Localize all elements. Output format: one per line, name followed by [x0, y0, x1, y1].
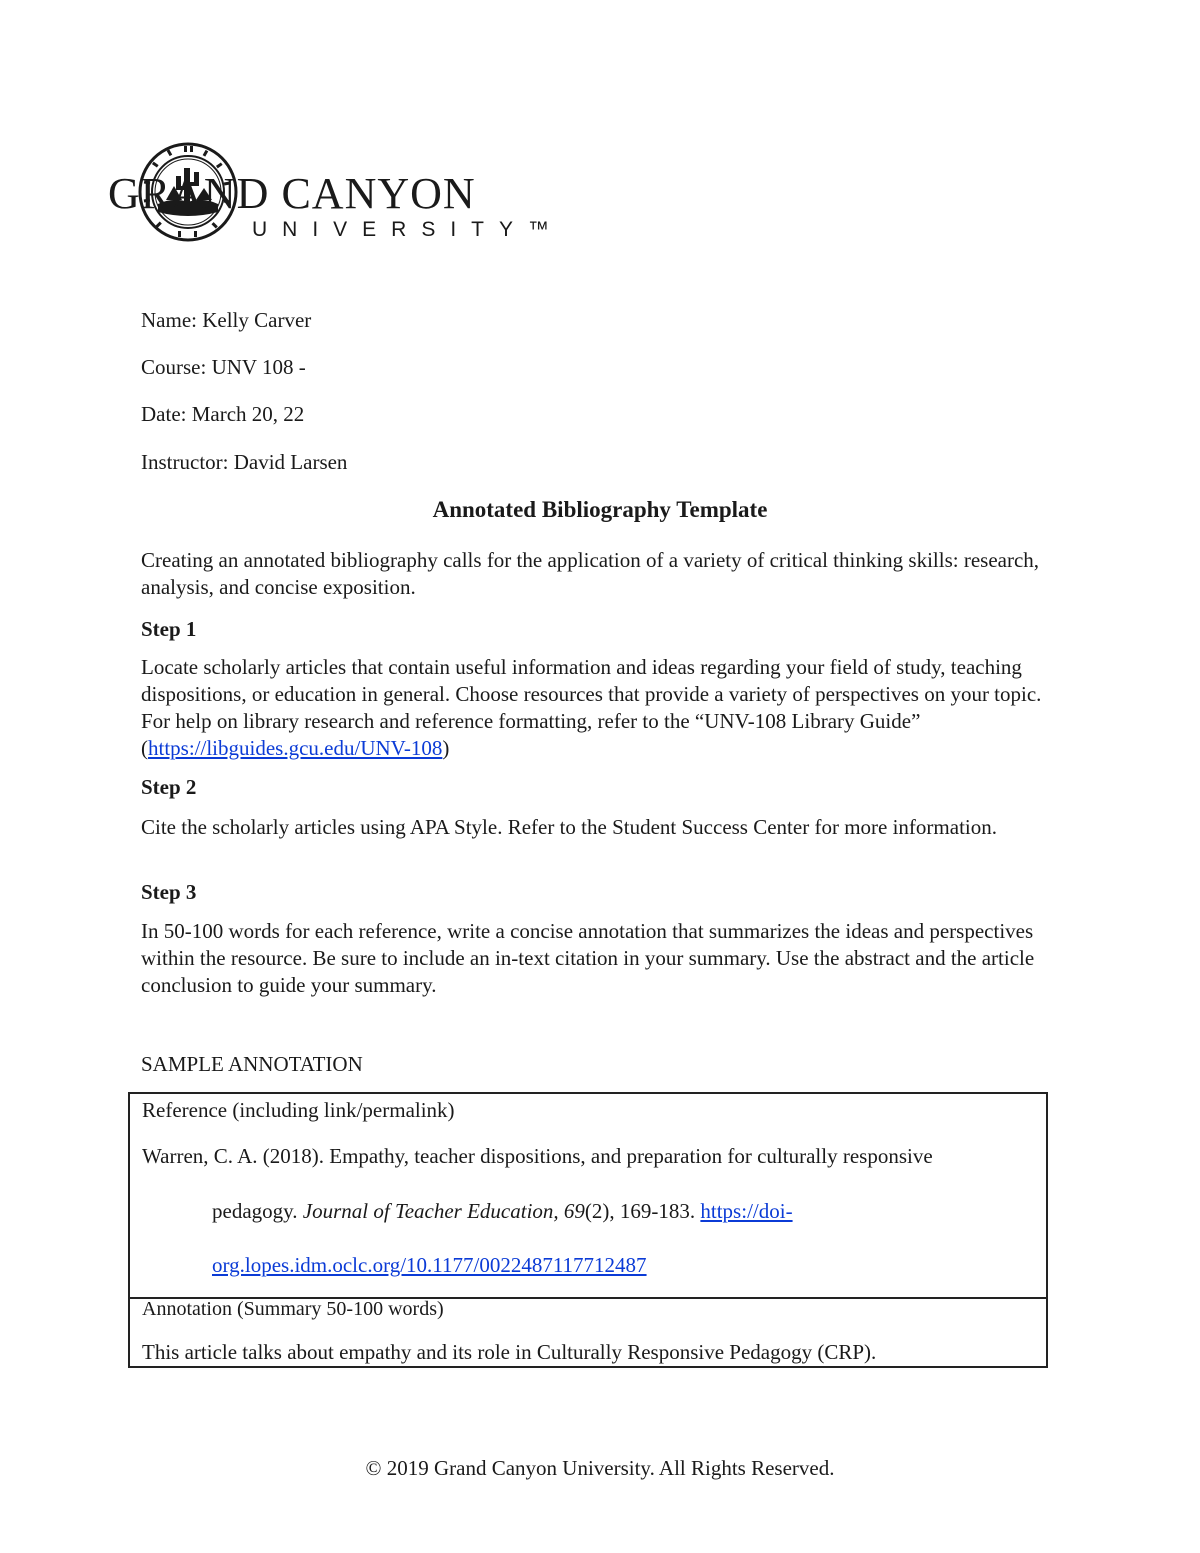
- reference-plain: pedagogy.: [212, 1199, 303, 1223]
- step-1-text: Locate scholarly articles that contain useful information and ideas regarding your field of study, teaching dispositions, or education in general. Choose resources that provide a variety of perspectives on your topic. For help on library research and reference formatting, refer to the “UNV-108 Library Guide” (: [141, 655, 1042, 760]
- library-guide-link[interactable]: https://libguides.gcu.edu/UNV-108: [148, 736, 443, 760]
- intro-paragraph: Creating an annotated bibliography calls for the application of a variety of critical thinking skills: research, analysis, and concise exposition.: [141, 548, 1040, 599]
- step-2-heading: Step 2: [141, 775, 197, 799]
- annotation-text: This article talks about empathy and its role in Culturally Responsive Pedagogy (CRP).: [142, 1340, 877, 1364]
- step-2-paragraph: Cite the scholarly articles using APA Style. Refer to the Student Success Center for more information.: [141, 815, 997, 839]
- step-1-heading: Step 1: [141, 617, 197, 641]
- document-title: Annotated Bibliography Template: [432, 497, 768, 522]
- reference-cell: [128, 1092, 1048, 1299]
- step-3-heading: Step 3: [141, 880, 197, 904]
- reference-journal: Journal of Teacher Education, 69: [302, 1199, 585, 1223]
- step-1-text-end: ): [442, 736, 450, 760]
- logo-wordmark-primary: GRAND CANYON: [108, 169, 476, 218]
- doi-link-part-1[interactable]: https://doi-: [700, 1199, 793, 1223]
- course-field: Course: UNV 108 -: [141, 355, 306, 379]
- instructor-field: Instructor: David Larsen: [141, 450, 348, 474]
- reference-line-2: [212, 1199, 793, 1224]
- copyright-footer: © 2019 Grand Canyon University. All Rights Reserved.: [365, 1456, 835, 1480]
- reference-line-1: Warren, C. A. (2018). Empathy, teacher dispositions, and preparation for culturally responsive: [142, 1144, 933, 1168]
- reference-line-3: [212, 1253, 647, 1278]
- logo-wordmark-secondary: UNIVERSITY™: [252, 218, 565, 241]
- date-field: Date: March 20, 22: [141, 402, 305, 426]
- name-field: Name: Kelly Carver: [141, 308, 312, 332]
- reference-issue-pages: (2), 169-183.: [584, 1199, 701, 1223]
- reference-label: Reference (including link/permalink): [142, 1098, 455, 1122]
- sample-annotation-heading: SAMPLE ANNOTATION: [141, 1052, 363, 1076]
- annotation-label: Annotation (Summary 50-100 words): [142, 1298, 444, 1320]
- doi-link-part-2[interactable]: org.lopes.idm.oclc.org/10.1177/0022487117712487: [212, 1253, 647, 1277]
- annotation-cell: [128, 1296, 1048, 1368]
- step-3-paragraph: In 50-100 words for each reference, write a concise annotation that summarizes the ideas and perspectives within the resource. Be sure to include an in-text citation in your summary. Use the abstract and the article conclusion to guide your summary.: [141, 919, 1035, 997]
- step-1-paragraph: [141, 654, 1071, 762]
